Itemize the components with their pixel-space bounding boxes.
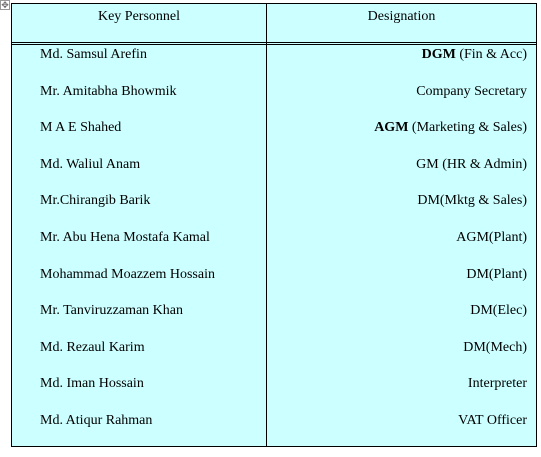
designation-detail: (Fin & Acc) (459, 47, 527, 62)
header-key-personnel: Key Personnel (97, 9, 181, 24)
personnel-designation: DM(Mech) (463, 339, 527, 355)
table-row (12, 84, 536, 104)
key-personnel-table (11, 3, 537, 447)
personnel-name: Mohammad Moazzem Hossain (40, 266, 215, 282)
header-designation: Designation (367, 9, 436, 24)
personnel-name: Mr.Chirangib Barik (40, 193, 151, 209)
table-row (12, 120, 536, 140)
header-divider-double (12, 44, 536, 45)
personnel-designation: GM (HR & Admin) (416, 156, 527, 172)
table-row (12, 230, 536, 250)
personnel-designation: Interpreter (467, 376, 527, 392)
table-row (12, 413, 536, 433)
personnel-name: M A E Shahed (40, 120, 122, 136)
table-row (12, 340, 536, 360)
personnel-designation (374, 120, 527, 136)
personnel-designation: VAT Officer (458, 413, 527, 428)
designation-rank: DGM (421, 47, 456, 62)
personnel-designation: DM(Elec) (470, 303, 527, 319)
table-row (12, 267, 536, 287)
personnel-designation: Company Secretary (416, 83, 527, 99)
personnel-name: Mr. Abu Hena Mostafa Kamal (40, 230, 210, 245)
designation-rank: AGM (374, 120, 409, 136)
personnel-designation: AGM(Plant) (456, 230, 527, 245)
table-row (12, 193, 536, 213)
personnel-name: Md. Samsul Arefin (40, 47, 147, 62)
personnel-name: Mr. Amitabha Bhowmik (40, 83, 177, 99)
designation-detail: (Marketing & Sales) (411, 120, 527, 136)
table-row (12, 157, 536, 177)
personnel-name: Md. Waliul Anam (40, 156, 141, 172)
table-move-handle-icon[interactable]: ✥ (1, 1, 9, 11)
personnel-name: Md. Atiqur Rahman (40, 413, 153, 428)
table-row (12, 376, 536, 396)
personnel-designation: DM(Mktg & Sales) (417, 193, 527, 209)
table-row (12, 303, 536, 323)
personnel-designation (422, 47, 527, 63)
header-divider (12, 42, 536, 43)
personnel-designation: DM(Plant) (466, 266, 527, 282)
personnel-name: Mr. Tanviruzzaman Khan (40, 303, 183, 319)
personnel-name: Md. Rezaul Karim (40, 339, 145, 355)
table-row (12, 47, 536, 67)
personnel-name: Md. Iman Hossain (40, 376, 144, 392)
